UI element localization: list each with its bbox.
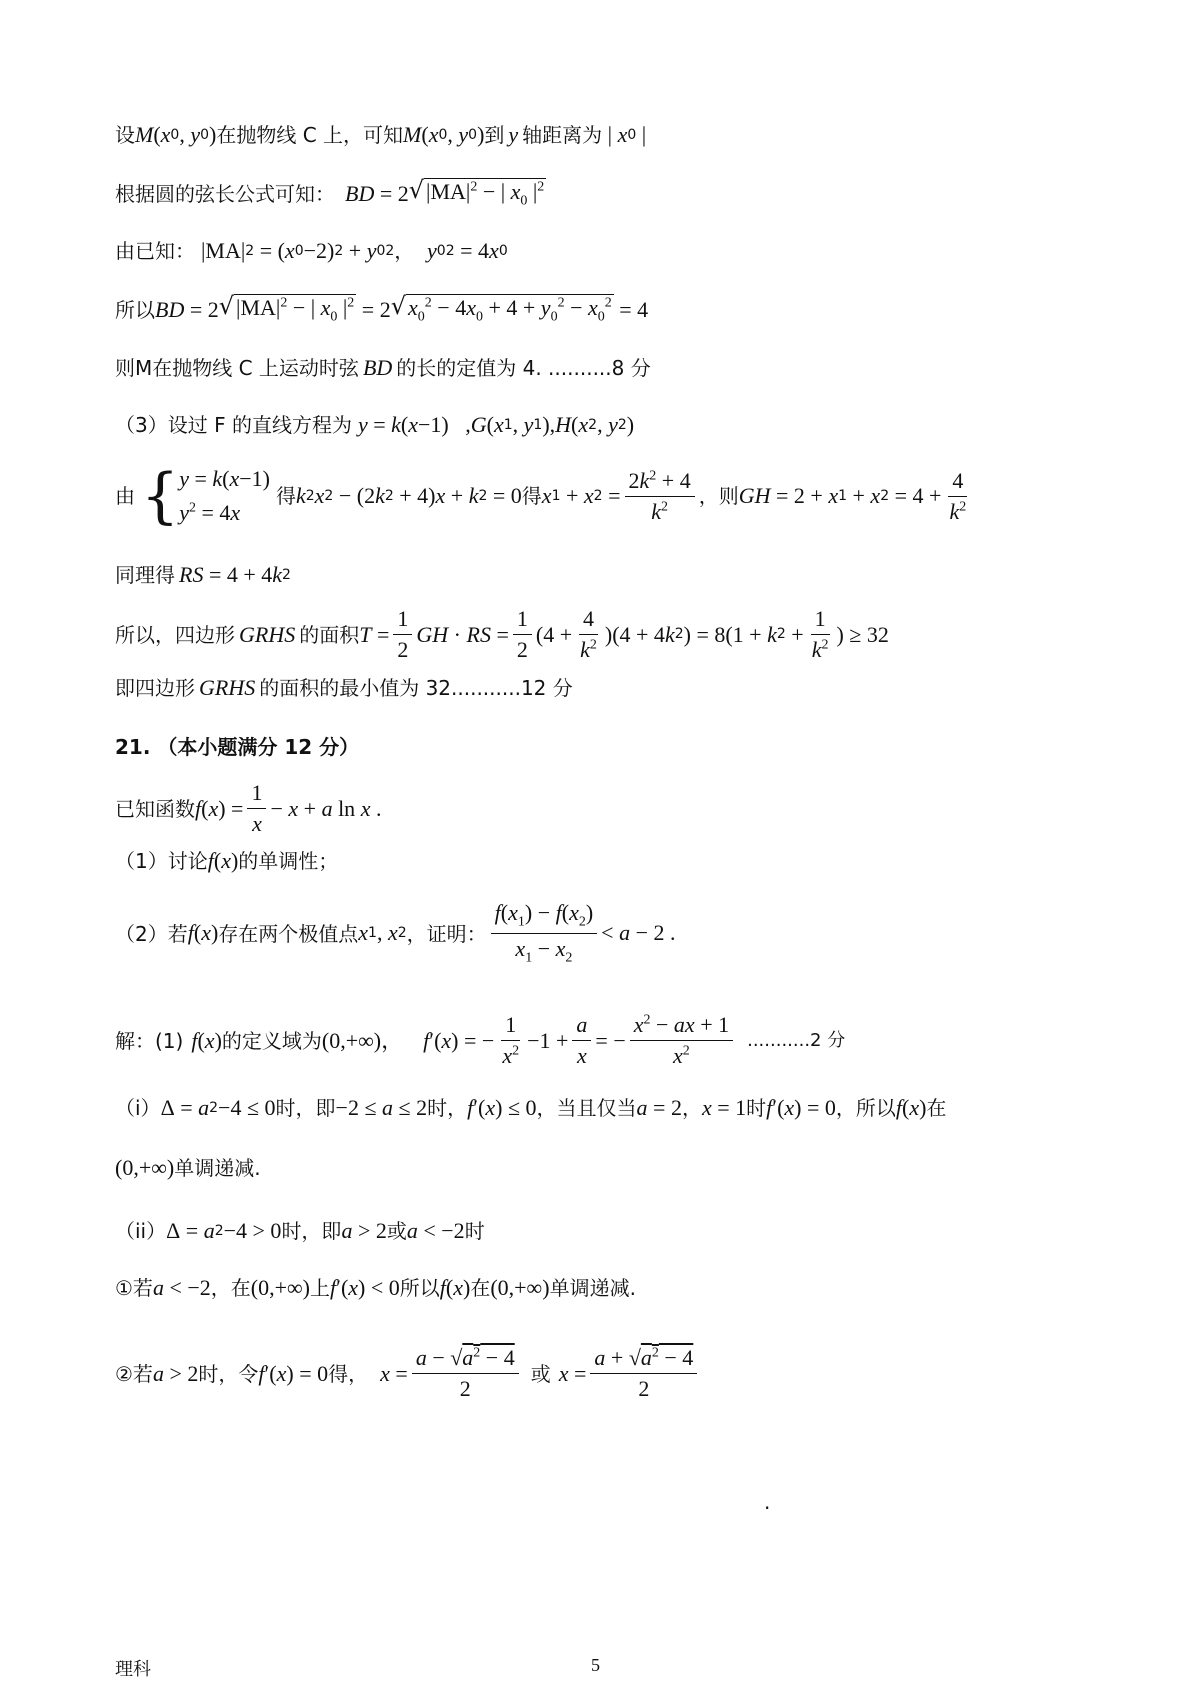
- text: 或: [530, 1361, 551, 1386]
- line-12: 已知函数 f ( x ) = $\frac{1}{x}$ − x + a ln x .: [115, 780, 382, 837]
- text: 单调递减.: [174, 1156, 261, 1181]
- text: ，: [681, 1096, 702, 1121]
- trailing-period: .: [764, 1490, 771, 1514]
- text: 由: [115, 484, 135, 509]
- sqrt-expression: √ $|MA|^2$ − | $x_0$ $|^2$: [218, 292, 355, 325]
- fraction: $\frac{a + √a^2 - 4}{2}$: [590, 1345, 697, 1403]
- line-10: [115, 675, 573, 701]
- text: ①若: [115, 1276, 153, 1301]
- text: 得: [521, 484, 542, 509]
- text: 同理得: [115, 563, 175, 588]
- equation-system: { y = k(x−1) $y^2 = 4x$: [141, 461, 270, 532]
- text: 设: [115, 123, 135, 148]
- text: ，则: [698, 484, 739, 509]
- text: 上: [310, 1276, 331, 1301]
- line-1: 设 M ( x 0 , y 0 ) 在抛物线 C 上，可知 M ( x 0 , y 0 ) 到 y 轴距离为 | x 0 |: [115, 122, 647, 148]
- text: 所以: [115, 298, 155, 323]
- line-14: （2）若 f ( x ) 存在两个极值点 x 1 , x 2 ，证明： $\frac{f(x_1) - f(x_2)}{x_1 - x_2}$ < a − 2 .: [115, 900, 676, 966]
- text: ，当且仅当: [536, 1096, 637, 1121]
- text: 的面积的最小值为 32...........12 分: [259, 676, 573, 701]
- fraction: $\frac{4}{k^2}$: [949, 467, 967, 524]
- line-4: 所以 BD = 2 √ $|MA|^2$ − | $x_0$ $|^2$ = 2 √ $x_0^2 - 4x_0 + 4 + y_0^2 - x_0^2$ = 4: [115, 292, 649, 325]
- fraction: $\frac{4}{k^2}$: [580, 606, 597, 663]
- text: 得，: [328, 1361, 369, 1386]
- line-15: 解：(1) f ( x ) 的定义域为 (0,+∞)， f ′( x ) = − $\frac{1}{x^2}$ −1 + $\frac{a}{x}$ = − $\frac{x^2 - ax + 1}{x^2}$ ...........2 分: [115, 1012, 846, 1069]
- fraction: $\frac{1}{x}$: [247, 780, 266, 838]
- text: 轴距离为: [522, 123, 603, 148]
- line-7: 由 { y = k(x−1) $y^2 = 4x$ 得 k 2 x 2 − (2 k 2 + 4) x + k 2 = 0 得 x 1 + x 2 = $\frac{2k^2 + 4}{k^2}$ ，则 GH = 2 + x 1 + x 2 = 4 + $\frac{4}{k^2}$: [115, 466, 974, 527]
- fraction: $\frac{2k^2 + 4}{k^2}$: [625, 468, 695, 526]
- line-2: 根据圆的弦长公式可知： BD = 2 √ $|MA|^2$ − | $x_0$ $|^2$: [115, 176, 545, 209]
- line-11-heading: [115, 735, 359, 759]
- text: ，证明：: [406, 921, 487, 946]
- text: 时: [464, 1219, 485, 1244]
- footer-subject: 理科: [115, 1659, 151, 1680]
- line-9: 所以，四边形 GRHS 的面积 T = $\frac{1}{2}$ GH · RS = $\frac{1}{2}$ (4 + $\frac{4}{k^2}$ )(4 + 4 k 2 ) = 8(1 + k 2 + $\frac{1}{k^2}$ ) ≥ 32: [115, 606, 889, 663]
- math-var: BD: [362, 355, 393, 380]
- text: 时，即: [275, 1096, 336, 1121]
- text: （1）讨论: [115, 849, 208, 874]
- text: ...........2 分: [747, 1030, 846, 1052]
- line-3: 由已知： |MA| 2 = ( x 0 −2) 2 + y 0 2 ， y 0 2 = 4 x 0: [115, 238, 508, 264]
- text: ②若: [115, 1361, 153, 1386]
- text: 得: [275, 484, 296, 509]
- text: 的面积: [299, 622, 360, 647]
- line-8: 同理得 RS = 4 + 4 k 2: [115, 562, 291, 588]
- text: 的单调性；: [238, 849, 339, 874]
- text: ，所以: [835, 1096, 896, 1121]
- math-var: BD: [155, 296, 185, 322]
- fraction: $\frac{a}{x}$: [572, 1012, 591, 1070]
- fraction: $\frac{1}{x^2}$: [502, 1012, 520, 1069]
- line-17: (0,+∞) 单调递减.: [115, 1155, 261, 1181]
- text: 的长的定值为 4. ..........8 分: [396, 356, 651, 381]
- question-heading: 21. （本小题满分 12 分）: [115, 735, 360, 759]
- sqrt-expression: √ $|MA|^2$ − | $x_0$ $|^2$: [408, 176, 545, 209]
- text: 在抛物线 C 上，可知: [216, 123, 404, 148]
- line-13: （1）讨论 f ( x ) 的单调性；: [115, 848, 339, 874]
- math-var: GRHS: [199, 675, 256, 700]
- text: 所以，四边形: [115, 622, 235, 647]
- line-20: ②若 a > 2 时，令 f ′( x ) = 0 得， x = $\frac{a - √a^2 - 4}{2}$ 或 x = $\frac{a + √a^2 - 4}{2}$: [115, 1345, 701, 1403]
- math-var: M: [403, 122, 422, 147]
- sqrt-expression: √ $x_0^2 - 4x_0 + 4 + y_0^2 - x_0^2$: [390, 292, 612, 325]
- text: 已知函数: [115, 796, 195, 821]
- text: ，在: [210, 1276, 251, 1301]
- text: 在: [926, 1096, 947, 1121]
- text: 时，即: [281, 1219, 342, 1244]
- fraction: $\frac{1}{2}$: [393, 606, 412, 664]
- math-var: M: [135, 122, 154, 147]
- text: 的定义域为: [221, 1028, 322, 1053]
- fraction: $\frac{1}{2}$: [513, 606, 532, 664]
- text: 单调递减.: [549, 1276, 636, 1301]
- math-var: BD: [345, 180, 375, 206]
- text: 时: [746, 1096, 767, 1121]
- line-5: [115, 355, 651, 381]
- fraction: $\frac{x^2 - ax + 1}{x^2}$: [630, 1012, 733, 1070]
- text: （i）: [115, 1096, 161, 1121]
- text: （ii）: [115, 1219, 167, 1244]
- page-number: 5: [591, 1655, 600, 1675]
- text: （2）若: [115, 921, 188, 946]
- fraction: $\frac{1}{k^2}$: [811, 606, 829, 663]
- fraction: $\frac{f(x_1) - f(x_2)}{x_1 - x_2}$: [491, 900, 598, 967]
- text: 即四边形: [115, 676, 195, 701]
- text: 时，令: [198, 1361, 259, 1386]
- text: 解：(1): [115, 1028, 184, 1053]
- text: 在: [470, 1276, 491, 1301]
- text: 则M在抛物线 C 上运动时弦: [115, 356, 359, 381]
- text: 或: [386, 1219, 407, 1244]
- text: 时，: [427, 1096, 468, 1121]
- line-16: （i） Δ = a 2 −4 ≤ 0 时，即 −2 ≤ a ≤ 2 时， f ′( x ) ≤ 0 ，当且仅当 a = 2 ， x = 1 时 f ′( x ) = 0 ，所以 f ( x ) 在: [115, 1095, 947, 1121]
- text: 到: [484, 123, 505, 148]
- line-18: （ii） Δ = a 2 −4 > 0 时，即 a > 2 或 a < −2 时: [115, 1218, 485, 1244]
- text: （3）设过 F 的直线方程为: [115, 413, 352, 438]
- text: 所以: [399, 1276, 440, 1301]
- line-19: ①若 a < −2 ，在 (0,+∞) 上 f ′( x ) < 0 所以 f ( x ) 在 (0,+∞) 单调递减.: [115, 1275, 636, 1301]
- line-6: （3）设过 F 的直线方程为 y = k ( x −1) , G ( x 1 , y 1 ), H ( x 2 , y 2 ): [115, 412, 635, 438]
- text: 存在两个极值点: [218, 921, 359, 946]
- math-var: GRHS: [239, 621, 296, 647]
- text: 由已知：: [115, 239, 195, 264]
- text: 根据圆的弦长公式可知：: [115, 182, 335, 207]
- math-var: y: [508, 122, 519, 147]
- fraction: $\frac{a - √a^2 - 4}{2}$: [412, 1345, 519, 1403]
